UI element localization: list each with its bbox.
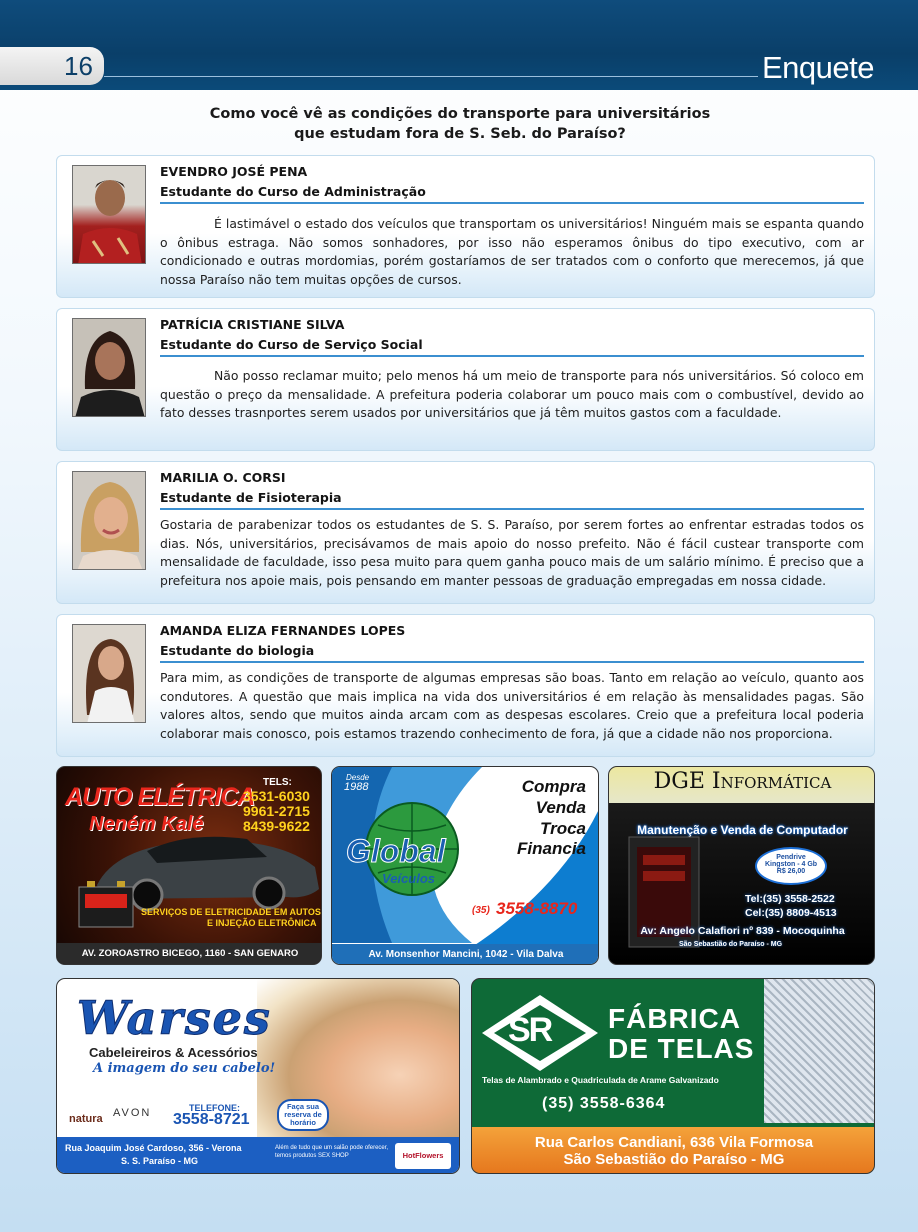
ad-global-ddd: (35) — [472, 905, 490, 916]
answer-card — [56, 614, 875, 757]
portrait-photo — [72, 624, 146, 723]
ad-auto-tel-2: 9961-2715 — [243, 803, 310, 819]
ad-warses-slogan: A imagem do seu cabelo! — [93, 1061, 276, 1076]
ad-warses-note: Além de tudo que um salão pode oferecer, temos produtos SEX SHOP — [275, 1145, 389, 1159]
ad-warses-natura: natura — [69, 1113, 103, 1125]
respondent-name: EVENDRO JOSÉ PENA — [160, 164, 308, 179]
ad-sr-logo: SR — [508, 1011, 552, 1049]
ad-warses-tel: 3558-8721 — [173, 1111, 250, 1128]
ad-warses-tel-label: TELEFONE: — [189, 1103, 240, 1113]
ad-auto-eletrica[interactable] — [56, 766, 322, 965]
ad-dge-promo-2: Kingston - 4 Gb — [764, 861, 818, 868]
respondent-role: Estudante do Curso de Administração — [160, 184, 426, 199]
ad-dge-informatica[interactable] — [608, 766, 875, 965]
question-line-2: que estudam fora de S. Seb. do Paraíso? — [294, 126, 626, 142]
ad-warses-footer — [57, 1137, 460, 1174]
ad-warses-sub: Cabeleireiros & Acessórios — [89, 1045, 258, 1060]
ad-auto-tel-1: 3531-6030 — [243, 788, 310, 804]
section-title: Enquete — [762, 50, 874, 85]
ad-dge-city: São Sebastião do Paraíso - MG — [679, 941, 783, 948]
ad-auto-services-1: SERVIÇOS DE ELETRICIDADE EM AUTOS — [141, 907, 321, 917]
ad-sr-footer — [472, 1127, 875, 1174]
ad-global-veiculos[interactable] — [331, 766, 599, 965]
ad-global-year: 1988 — [344, 781, 369, 793]
answer-text: É lastimável o estado dos veículos que transportam os universitários! Ninguém mais se espanta quando o ônibus estraga. Não somos sonhadores, por isso não esperamos ônibus do tipo executivo, com ar condicionado e outras mordomias, porém gostaríamos de ser tratados com o conforto que merecemos, já que nossa Paraíso não tem muitas opções de cursos. — [160, 216, 864, 287]
divider — [160, 508, 864, 510]
ad-global-word-4: Financia — [517, 839, 586, 858]
divider — [160, 661, 864, 663]
respondent-role: Estudante do biologia — [160, 643, 315, 658]
ad-sr-title-2: DE TELAS — [608, 1033, 755, 1064]
portrait-photo — [72, 318, 146, 417]
header-divider — [104, 76, 758, 77]
ad-sr-phone: (35) 3558-6364 — [542, 1095, 666, 1112]
divider — [160, 202, 864, 204]
ad-dge-promo-1: Pendrive — [776, 854, 806, 861]
ad-global-brand-sub: Veículos — [382, 871, 435, 886]
divider — [160, 355, 864, 357]
answer-text: Não posso reclamar muito; pelo menos há um meio de transporte para nós universitários. Só coloco em questão o preço da mensalidade. A prefeitura poderia colaborar um pouco mais com o combustível, devido ao fato desses trasnportes serem usados por universitários que já têm muitos gastos com a faculdade. — [160, 368, 864, 421]
ad-auto-title: AUTO ELÉTRICA — [65, 783, 255, 811]
respondent-role: Estudante do Curso de Serviço Social — [160, 337, 423, 352]
ad-dge-promo-3: R$ 26,00 — [776, 868, 806, 875]
ad-dge-title: DGE Informática — [653, 769, 832, 794]
portrait-photo — [72, 165, 146, 264]
ad-warses[interactable] — [56, 978, 460, 1174]
person-icon — [73, 625, 146, 723]
ad-sr-mesh-photo — [764, 979, 875, 1123]
respondent-role: Estudante de Fisioterapia — [160, 490, 342, 505]
person-icon — [73, 472, 146, 570]
ad-sr-address-2: São Sebastião do Paraíso - MG — [563, 1151, 785, 1168]
ad-sr-title-1: FÁBRICA — [608, 1003, 741, 1034]
ad-sr-address-1: Rua Carlos Candiani, 636 Vila Formosa — [534, 1134, 814, 1151]
person-icon — [73, 319, 146, 417]
respondent-name: PATRÍCIA CRISTIANE SILVA — [160, 317, 345, 332]
ad-warses-brand: Warses — [77, 991, 272, 1045]
ad-sr-desc: Telas de Alambrado e Quadriculada de Arame Galvanizado — [482, 1075, 719, 1085]
answer-card — [56, 155, 875, 298]
ad-global-brand: Global — [346, 833, 446, 869]
ad-global-since: Desde — [346, 773, 370, 782]
respondent-name: AMANDA ELIZA FERNANDES LOPES — [160, 623, 406, 638]
answer-text: Gostaria de parabenizar todos os estudantes de S. S. Paraíso, por serem fortes ao enfrentar estradas todos os dias. Nós, universitários, precisávamos de mais apoio do nosso prefeito. Não é fácil custear transporte com mensalidade de faculdade, isso pesa muito para quem ganha pouco mais de um salário mínimo. É preciso que a prefeitura nos apoie mais, pois pensando em manter pessoas de graduação empregadas em nossa cidade. — [160, 517, 864, 588]
page-header — [0, 0, 918, 90]
ad-dge-address: Av: Angelo Calafiori nº 839 - Mocoquinha — [640, 925, 845, 937]
ad-sr-fabrica-telas[interactable] — [471, 978, 875, 1174]
ad-dge-subtitle: Manutenção e Venda de Computador — [637, 823, 848, 837]
ad-auto-tel-3: 8439-9622 — [243, 818, 310, 834]
ad-warses-reserve: Faça sua reserva de horário — [277, 1099, 329, 1131]
ad-auto-address: AV. ZOROASTRO BICEGO, 1160 - SAN GENARO — [57, 943, 322, 965]
car-illustration — [57, 767, 322, 965]
question-line-1: Como você vê as condições do transporte para universitários — [209, 106, 711, 122]
ad-global-phone: 3558-8870 — [496, 899, 578, 918]
ad-dge-tel: Tel:(35) 3558-2522 — [745, 893, 835, 905]
page-number: 16 — [0, 47, 104, 85]
survey-question — [160, 104, 760, 144]
ad-auto-tels-label: TELS: — [263, 777, 292, 788]
ad-dge-cel: Cel:(35) 8809-4513 — [745, 907, 837, 919]
ad-global-word-1: Compra — [521, 777, 586, 796]
ad-warses-address-1: Rua Joaquim José Cardoso, 356 - Verona — [65, 1143, 242, 1153]
answer-text: Para mim, as condições de transporte de algumas empresas são boas. Tanto em relação ao veículo, quanto aos condutores. A questão que mais implica na vida dos universitários é em relação às mensalidades pagas. São valores altos, sendo que muitos ainda arcam com as despesas escolares. Creio que a prefeitura local poderia colaborar mais conosco, pois estamos trazendo conhecimento de fora, já que a cidade não nos proporciona. — [160, 670, 864, 741]
ad-auto-services-2: E INJEÇÃO ELETRÔNICA — [207, 918, 317, 928]
person-icon — [73, 166, 146, 264]
ad-global-address: Av. Monsenhor Mancini, 1042 - Vila Dalva — [332, 944, 599, 965]
ad-global-word-3: Troca — [540, 819, 586, 838]
ad-warses-avon: AVON — [113, 1107, 152, 1119]
respondent-name: MARILIA O. CORSI — [160, 470, 286, 485]
answer-card — [56, 461, 875, 604]
ad-dge-promo-badge — [755, 847, 827, 885]
ad-warses-address-2: S. S. Paraíso - MG — [121, 1156, 199, 1166]
ad-warses-hotflowers: HotFlowers — [395, 1143, 451, 1169]
portrait-photo — [72, 471, 146, 570]
ad-global-word-2: Venda — [535, 798, 586, 817]
ad-auto-subtitle: Neném Kalé — [89, 813, 204, 835]
answer-card — [56, 308, 875, 451]
